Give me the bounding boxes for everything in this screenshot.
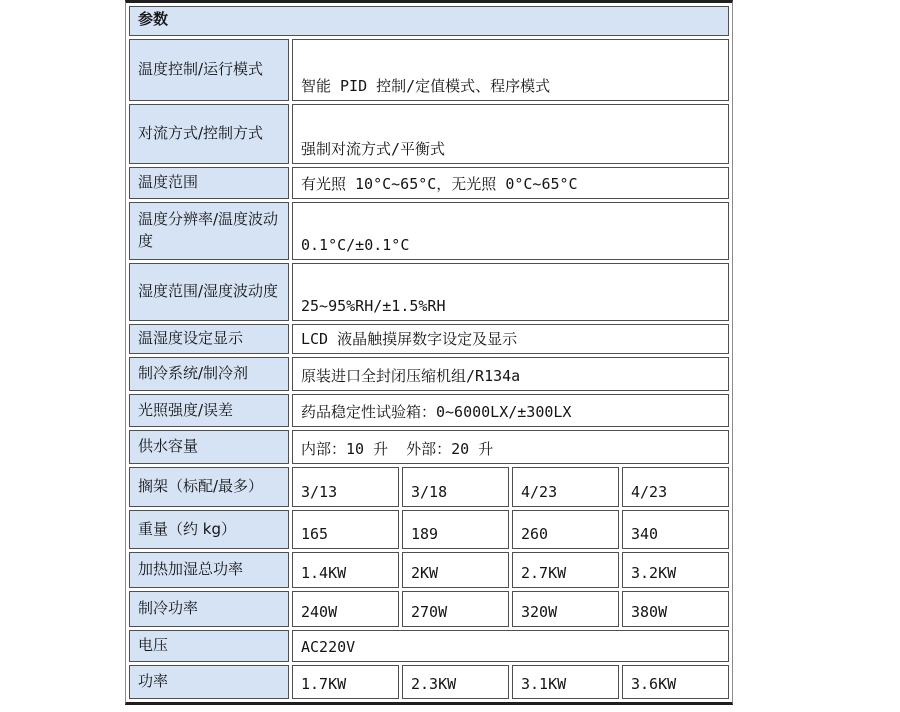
row-value: 原装进口全封闭压缩机组/R134a bbox=[292, 357, 729, 391]
row-value: 2KW bbox=[402, 552, 509, 588]
table-title: 参数 bbox=[129, 6, 729, 36]
row-label: 温度控制/运行模式 bbox=[129, 39, 289, 101]
table-row bbox=[129, 665, 729, 699]
row-value: 25~95%RH/±1.5%RH bbox=[292, 263, 729, 321]
header-row bbox=[129, 6, 729, 36]
table-row bbox=[129, 552, 729, 588]
row-label: 电压 bbox=[129, 630, 289, 662]
row-value: LCD 液晶触摸屏数字设定及显示 bbox=[292, 324, 729, 354]
row-label: 功率 bbox=[129, 665, 289, 699]
table-row bbox=[129, 324, 729, 354]
table-row bbox=[129, 104, 729, 164]
row-value: 320W bbox=[512, 591, 619, 627]
row-value: 189 bbox=[402, 510, 509, 549]
row-value: 3/18 bbox=[402, 467, 509, 507]
table-row bbox=[129, 591, 729, 627]
row-label: 重量（约 kg） bbox=[129, 510, 289, 549]
row-value: 270W bbox=[402, 591, 509, 627]
row-value: 240W bbox=[292, 591, 399, 627]
row-value: 3.2KW bbox=[622, 552, 729, 588]
row-label: 温度分辨率/温度波动度 bbox=[129, 202, 289, 260]
row-value: 4/23 bbox=[512, 467, 619, 507]
row-label: 温度范围 bbox=[129, 167, 289, 199]
table-row bbox=[129, 202, 729, 260]
row-value: 有光照 10°C~65°C，无光照 0°C~65°C bbox=[292, 167, 729, 199]
row-value: 1.7KW bbox=[292, 665, 399, 699]
row-label: 加热加湿总功率 bbox=[129, 552, 289, 588]
row-value: 智能 PID 控制/定值模式、程序模式 bbox=[292, 39, 729, 101]
row-label: 光照强度/误差 bbox=[129, 394, 289, 427]
row-value: 165 bbox=[292, 510, 399, 549]
row-value: 2.7KW bbox=[512, 552, 619, 588]
row-value: 380W bbox=[622, 591, 729, 627]
row-value: 4/23 bbox=[622, 467, 729, 507]
row-label: 制冷系统/制冷剂 bbox=[129, 357, 289, 391]
row-value: 内部：10 升 外部：20 升 bbox=[292, 430, 729, 464]
row-label: 温湿度设定显示 bbox=[129, 324, 289, 354]
table-row bbox=[129, 394, 729, 427]
row-value: AC220V bbox=[292, 630, 729, 662]
row-value: 1.4KW bbox=[292, 552, 399, 588]
row-value: 3.6KW bbox=[622, 665, 729, 699]
table-row bbox=[129, 467, 729, 507]
row-value: 2.3KW bbox=[402, 665, 509, 699]
table-row bbox=[129, 263, 729, 321]
table-row bbox=[129, 630, 729, 662]
table-row bbox=[129, 430, 729, 464]
row-label: 对流方式/控制方式 bbox=[129, 104, 289, 164]
row-label: 湿度范围/湿度波动度 bbox=[129, 263, 289, 321]
row-value: 强制对流方式/平衡式 bbox=[292, 104, 729, 164]
row-value: 3.1KW bbox=[512, 665, 619, 699]
row-label: 搁架（标配/最多） bbox=[129, 467, 289, 507]
table-row bbox=[129, 167, 729, 199]
row-value: 3/13 bbox=[292, 467, 399, 507]
row-label: 供水容量 bbox=[129, 430, 289, 464]
table-row bbox=[129, 39, 729, 101]
spec-table bbox=[126, 3, 732, 702]
table-row bbox=[129, 357, 729, 391]
row-value: 药品稳定性试验箱：0~6000LX/±300LX bbox=[292, 394, 729, 427]
table-row bbox=[129, 510, 729, 549]
row-value: 340 bbox=[622, 510, 729, 549]
spec-table-frame bbox=[125, 0, 733, 705]
row-label: 制冷功率 bbox=[129, 591, 289, 627]
row-value: 0.1°C/±0.1°C bbox=[292, 202, 729, 260]
row-value: 260 bbox=[512, 510, 619, 549]
